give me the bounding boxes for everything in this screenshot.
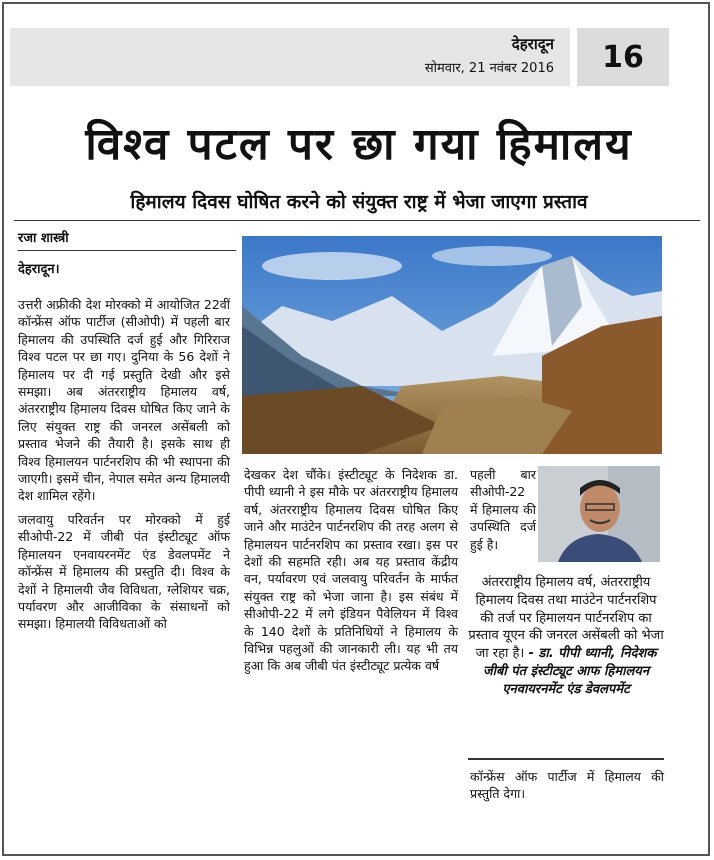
quote-text: अंतरराष्ट्रीय हिमालय वर्ष, अंतरराष्ट्रीय हिमालय दिवस तथा माउंटेन पार्टनरशिप की तर्ज पर हिमालयन पार्टनरशिप का प्रस्ताव यूएन की जनरल असेंबली को भेजा जा रहा है। — [468, 575, 664, 662]
quote-author: - डा. पीपी ध्यानी, निदेशक जीबी पंत इंस्टीट्यूट आफ हिमालयन एनवायरनमेंट एंड डेवलपमेंट — [482, 646, 657, 697]
mountain-landscape-image — [242, 236, 662, 454]
portrait-image — [538, 466, 660, 562]
subheadline: हिमालय दिवस घोषित करने को संयुक्त राष्ट्र में भेजा जाएगा प्रस्ताव — [130, 191, 588, 213]
quote-rule — [468, 758, 664, 760]
himalaya-photo — [242, 236, 662, 454]
byline: रजा शास्त्री — [18, 231, 69, 246]
headline-rule — [14, 220, 700, 221]
article-column-1 — [18, 296, 230, 639]
article-column-3-end: कॉन्फ्रेंस ऑफ पार्टीज में हिमालय की प्रस्तुति देगा। — [470, 769, 664, 802]
masthead-city: देहरादून — [511, 35, 554, 53]
pull-quote — [468, 574, 664, 699]
page-number: 16 — [574, 28, 669, 86]
masthead-date: सोमवार, 21 नवंबर 2016 — [424, 61, 554, 76]
paragraph: जलवायु परिवर्तन पर मोरक्को में हुई सीओपी-22 में जीबी पंत इंस्टीट्यूट ऑफ हिमालयन एनवायरनमेंट एंड डेवलपमेंट ने कॉन्फ्रेंस में हिमालय की प्रस्तुति दी। विश्व के देशों ने हिमालयी जैव विविधता, ग्लेशियर चक्र, पर्यावरण और आजीविका के संसाधनों को समझा। हिमालयी विविधताओं को — [18, 511, 230, 632]
paragraph: उत्तरी अफ्रीकी देश मोरक्को में आयोजित 22वीं कॉन्फ्रेंस ऑफ पार्टीज (सीओपी) में पहली बार हिमालय की उपस्थिति दर्ज हुई और गिरिराज विश्व पटल पर छा गए। दुनिया के 56 देशों ने हिमालय पर दी गई प्रस्तुति देखी और इसे समझा। अब अंतरराष्ट्रीय हिमालय वर्ष, अंतरराष्ट्रीय हिमालय दिवस घोषित किए जाने के लिए संयुक्त राष्ट्र की जनरल असेंबली को प्रस्ताव भेजने की तैयारी है। इसके साथ ही विश्व हिमालयन पार्टनरशिप की भी स्थापना की जाएगी। इसमें चीन, नेपाल समेत अन्य हिमालयी देश शामिल रहेंगे। — [18, 297, 230, 504]
dateline — [425, 34, 554, 76]
portrait-photo — [538, 466, 660, 562]
byline-rule — [18, 250, 236, 251]
photo-caption: पहली बार सीओपी-22 में हिमालय की उपस्थिति दर्ज हुई है। — [470, 467, 536, 552]
headline: विश्व पटल पर छा गया हिमालय — [85, 119, 633, 170]
dateline-place: देहरादून। — [18, 262, 60, 277]
article-column-2: देखकर देश चौंके। इंस्टीट्यूट के निदेशक डा. पीपी ध्यानी ने इस मौके पर अंतरराष्ट्रीय हिमालय वर्ष, अंतरराष्ट्रीय हिमालय दिवस घोषित किए जाने और माउंटेन पार्टनरशिप की तरह अलग से हिमालयन पार्टनरशिप का प्रस्ताव रखा। इस पर देशों की सहमति रही। अब यह प्रस्ताव केंद्रीय वन, पर्यावरण एवं जलवायु परिवर्तन के मार्फत संयुक्त राष्ट्र को भेजा जाना है। इस संबंध में सीओपी-22 में लगे इंडियन पैवेलियन में विश्व के 140 देशों के प्रतिनिधियों ने हिमालय के विभिन्न पहलुओं की जानकारी ली। यह भी तय हुआ कि अब जीबी पंत इंस्टीट्यूट प्रत्येक वर्ष — [244, 467, 458, 674]
